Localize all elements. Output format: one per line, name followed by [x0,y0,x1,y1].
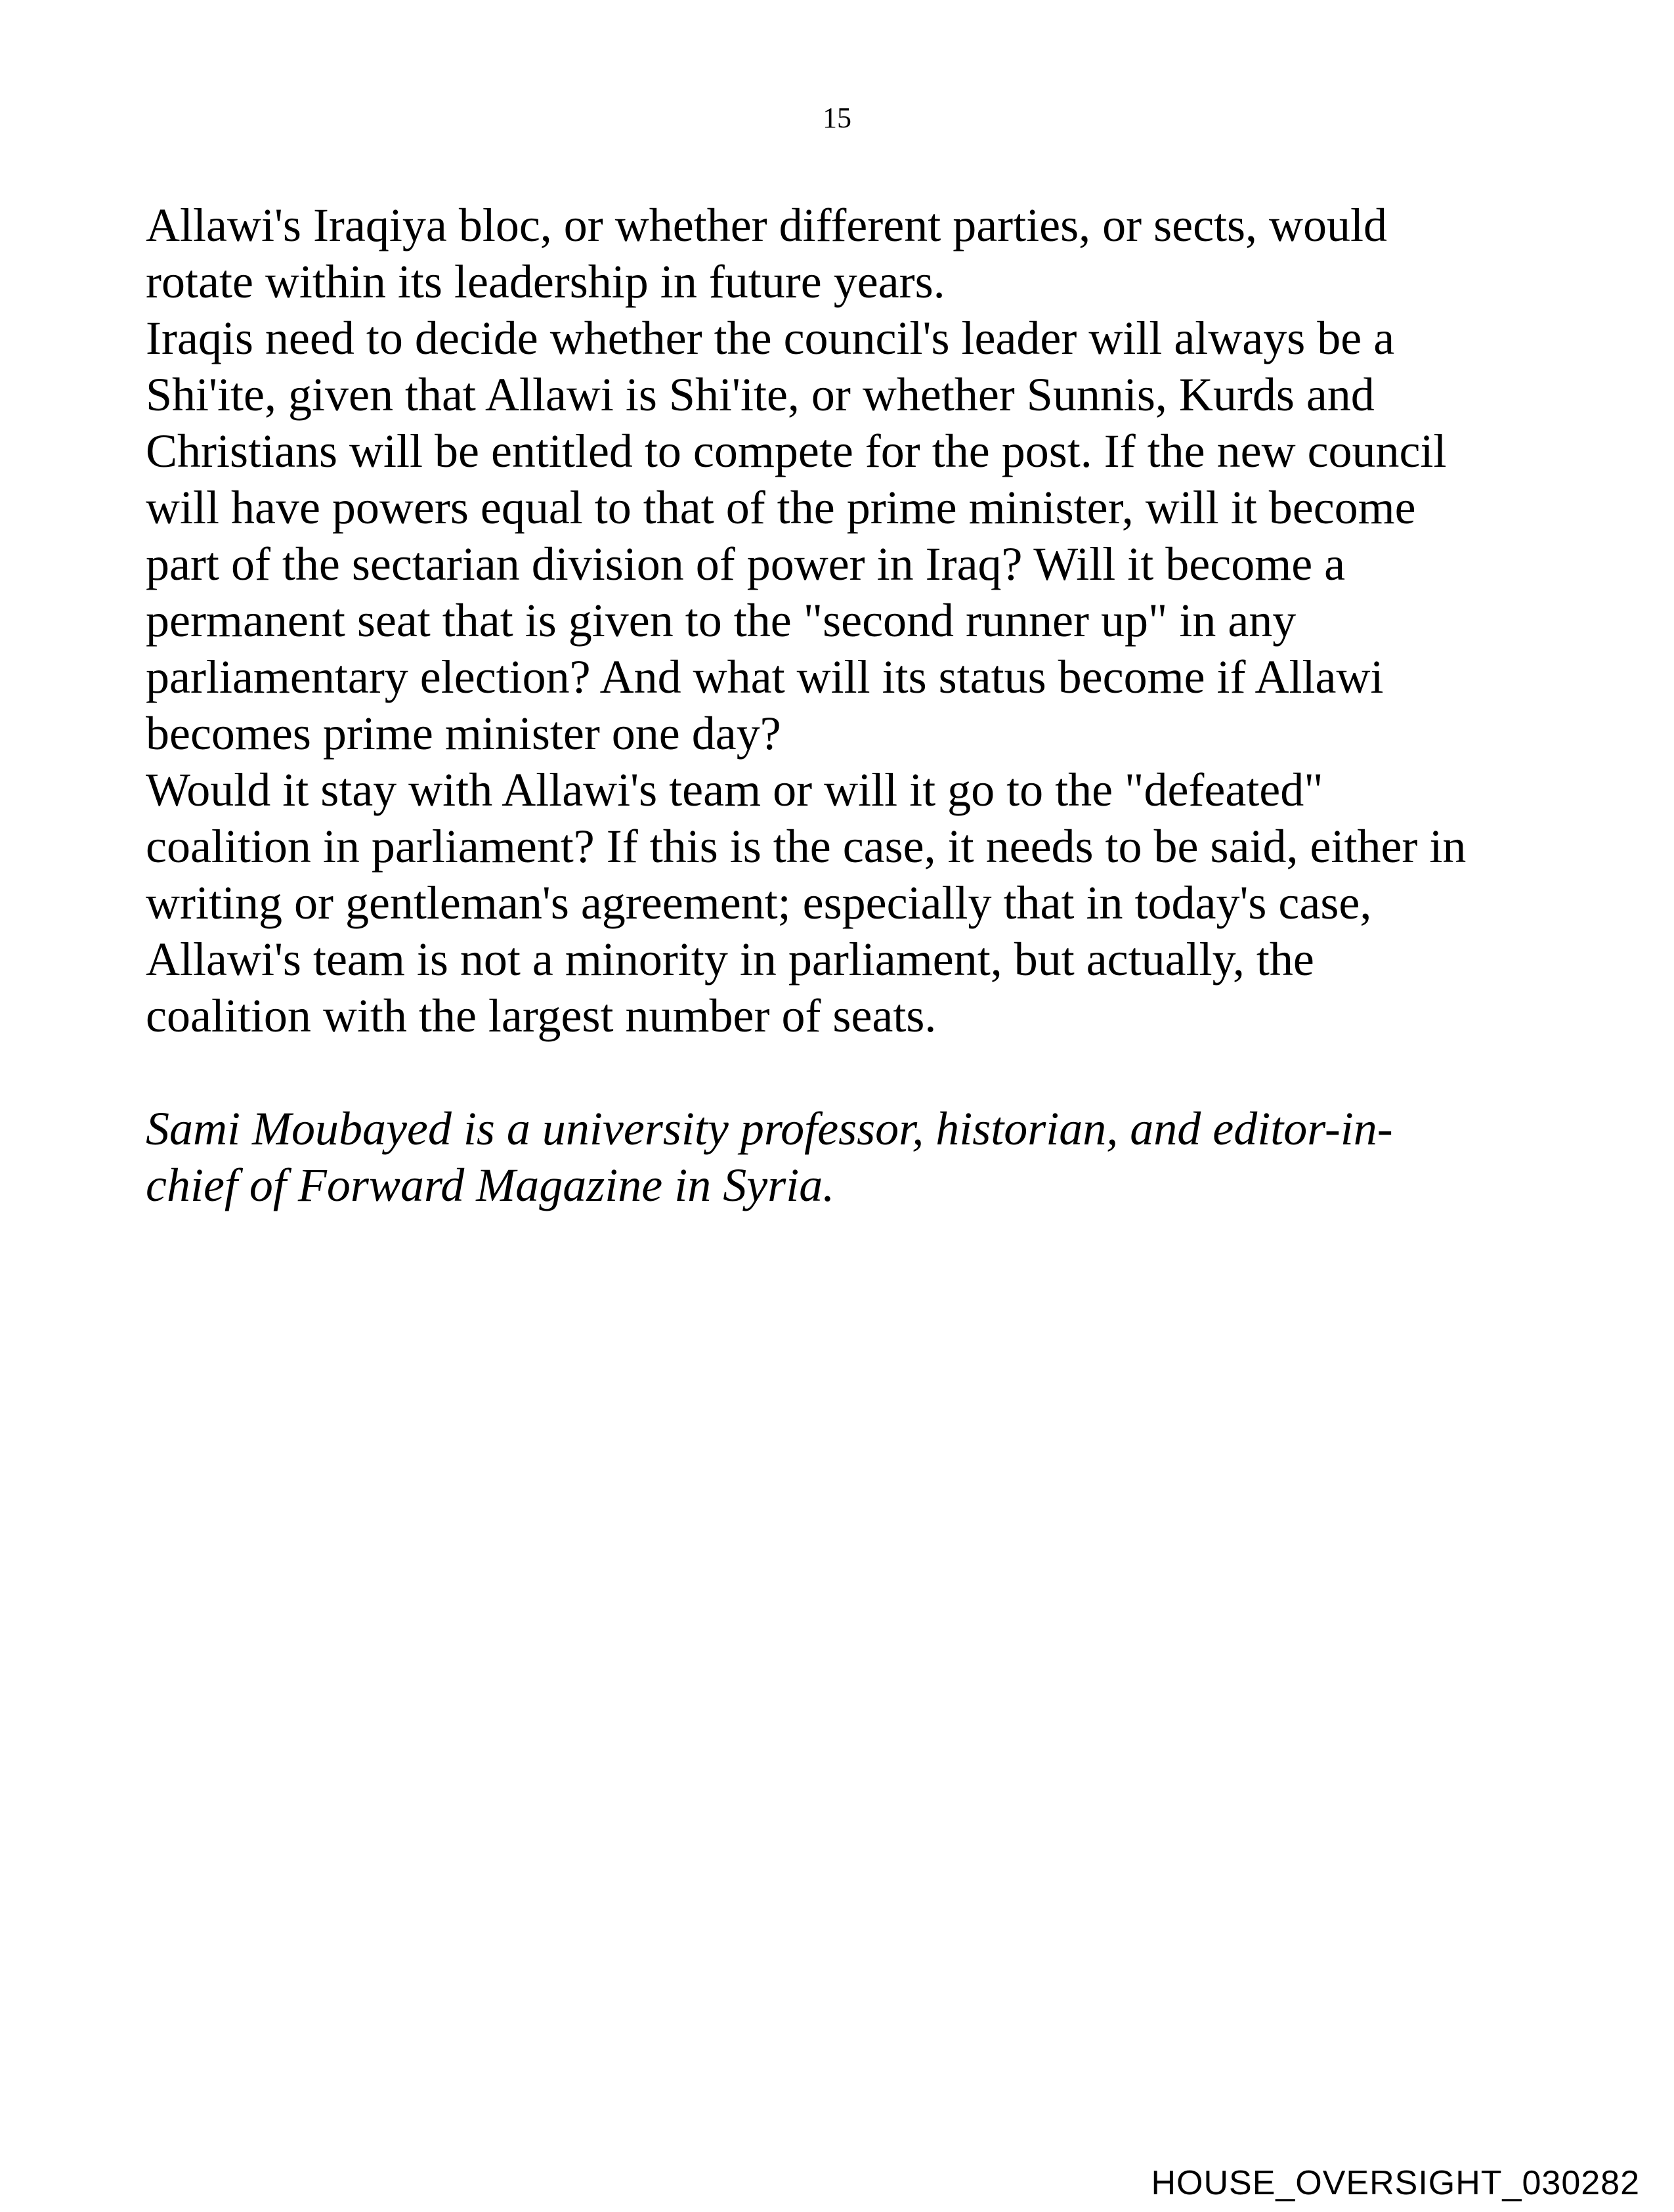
bates-number: HOUSE_OVERSIGHT_030282 [1151,2164,1640,2202]
text-line: coalition in parliament? If this is the case, it needs to be said, either in [146,820,1467,873]
text-line: Christians will be entitled to compete for the post. If the new council [146,425,1447,477]
text-line: Iraqis need to decide whether the council's leader will always be a [146,312,1395,364]
byline-line: chief of Forward Magazine in Syria. [146,1159,835,1211]
byline-line: Sami Moubayed is a university professor, historian, and editor-in- [146,1102,1393,1155]
paragraph-spacer [146,1044,1577,1100]
text-line: Allawi's team is not a minority in parliament, but actually, the [146,933,1314,986]
article-body [146,197,1577,1213]
paragraph-3 [146,762,1577,1044]
author-byline [146,1100,1577,1213]
text-line: coalition with the largest number of seats. [146,989,937,1042]
text-line: Would it stay with Allawi's team or will it go to the "defeated" [146,764,1323,816]
text-line: permanent seat that is given to the "second runner up" in any [146,594,1297,647]
paragraph-2 [146,310,1577,762]
text-line: writing or gentleman's agreement; especially that in today's case, [146,877,1372,929]
text-line: Allawi's Iraqiya bloc, or whether different parties, or sects, would [146,199,1388,251]
paragraph-1 [146,197,1577,310]
text-line: rotate within its leadership in future years. [146,255,945,308]
text-line: part of the sectarian division of power in Iraq? Will it become a [146,538,1346,590]
text-line: becomes prime minister one day? [146,707,781,760]
text-line: parliamentary election? And what will its status become if Allawi [146,651,1384,703]
page-number: 15 [823,102,851,134]
text-line: will have powers equal to that of the prime minister, will it become [146,481,1416,534]
text-line: Shi'ite, given that Allawi is Shi'ite, or whether Sunnis, Kurds and [146,368,1375,421]
